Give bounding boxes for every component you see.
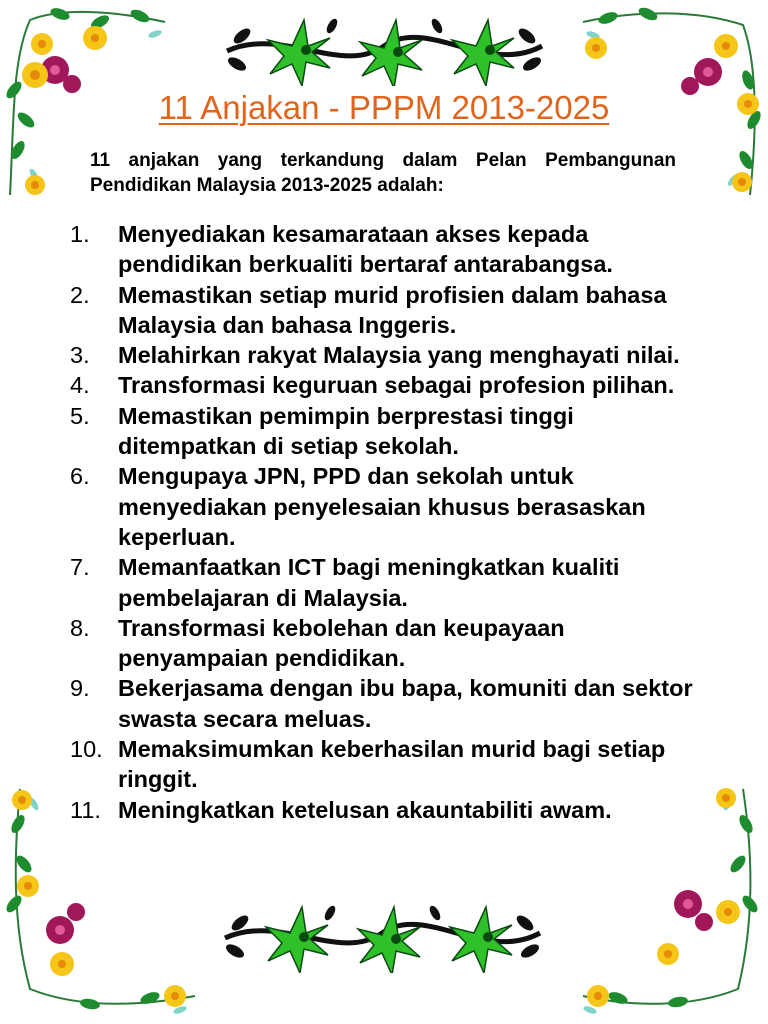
list-item	[70, 340, 700, 370]
item-text: Memastikan setiap murid profisien dalam bahasa Malaysia dan bahasa Inggeris.	[118, 281, 667, 338]
list-item	[70, 461, 700, 552]
floral-band-bottom-icon	[220, 893, 545, 973]
item-number: 2.	[70, 281, 90, 308]
item-number: 9.	[70, 675, 90, 702]
item-text: Menyediakan kesamarataan akses kepada pendidikan berkualiti bertaraf antarabangsa.	[118, 221, 613, 278]
page-title: 11 Anjakan - PPPM 2013-2025	[158, 89, 610, 126]
floral-band-top-icon	[222, 6, 547, 86]
item-text: Memaksimumkan keberhasilan murid bagi setiap ringgit.	[118, 736, 666, 793]
item-text: Mengupaya JPN, PPD dan sekolah untuk menyediakan penyelesaian khusus berasaskan keperluan.	[118, 463, 646, 550]
list-item	[70, 219, 700, 280]
item-number: 10.	[70, 736, 103, 763]
item-number: 7.	[70, 554, 90, 581]
list-item	[70, 370, 700, 400]
list-item	[70, 401, 700, 462]
item-number: 11.	[70, 796, 101, 823]
item-number: 4.	[70, 372, 90, 399]
list-item	[70, 734, 700, 795]
shift-list	[70, 219, 700, 825]
item-text: Memastikan pemimpin berprestasi tinggi ditempatkan di setiap sekolah.	[118, 402, 574, 460]
item-number: 6.	[70, 463, 90, 490]
list-item	[70, 280, 700, 341]
list-item	[70, 673, 700, 734]
item-text: Meningkatkan ketelusan akauntabiliti awam.	[118, 796, 612, 823]
item-number: 3.	[70, 342, 90, 369]
intro-paragraph: 11 anjakan yang terkandung dalam Pelan Pembangunan Pendidikan Malaysia 2013-2025 adalah:	[90, 150, 676, 196]
item-text: Bekerjasama dengan ibu bapa, komuniti dan sektor swasta secara meluas.	[118, 675, 693, 732]
item-text: Melahirkan rakyat Malaysia yang menghayati nilai.	[118, 342, 680, 369]
item-text: Transformasi kebolehan dan keupayaan penyampaian pendidikan.	[118, 614, 565, 672]
item-text: Memanfaatkan ICT bagi meningkatkan kualiti pembelajaran di Malaysia.	[118, 554, 620, 611]
item-number: 1.	[70, 221, 90, 247]
list-item	[70, 795, 700, 825]
list-item	[70, 552, 700, 613]
list-item	[70, 613, 700, 674]
item-number: 8.	[70, 614, 90, 641]
item-number: 5.	[70, 402, 90, 429]
item-text: Transformasi keguruan sebagai profesion pilihan.	[118, 372, 675, 399]
